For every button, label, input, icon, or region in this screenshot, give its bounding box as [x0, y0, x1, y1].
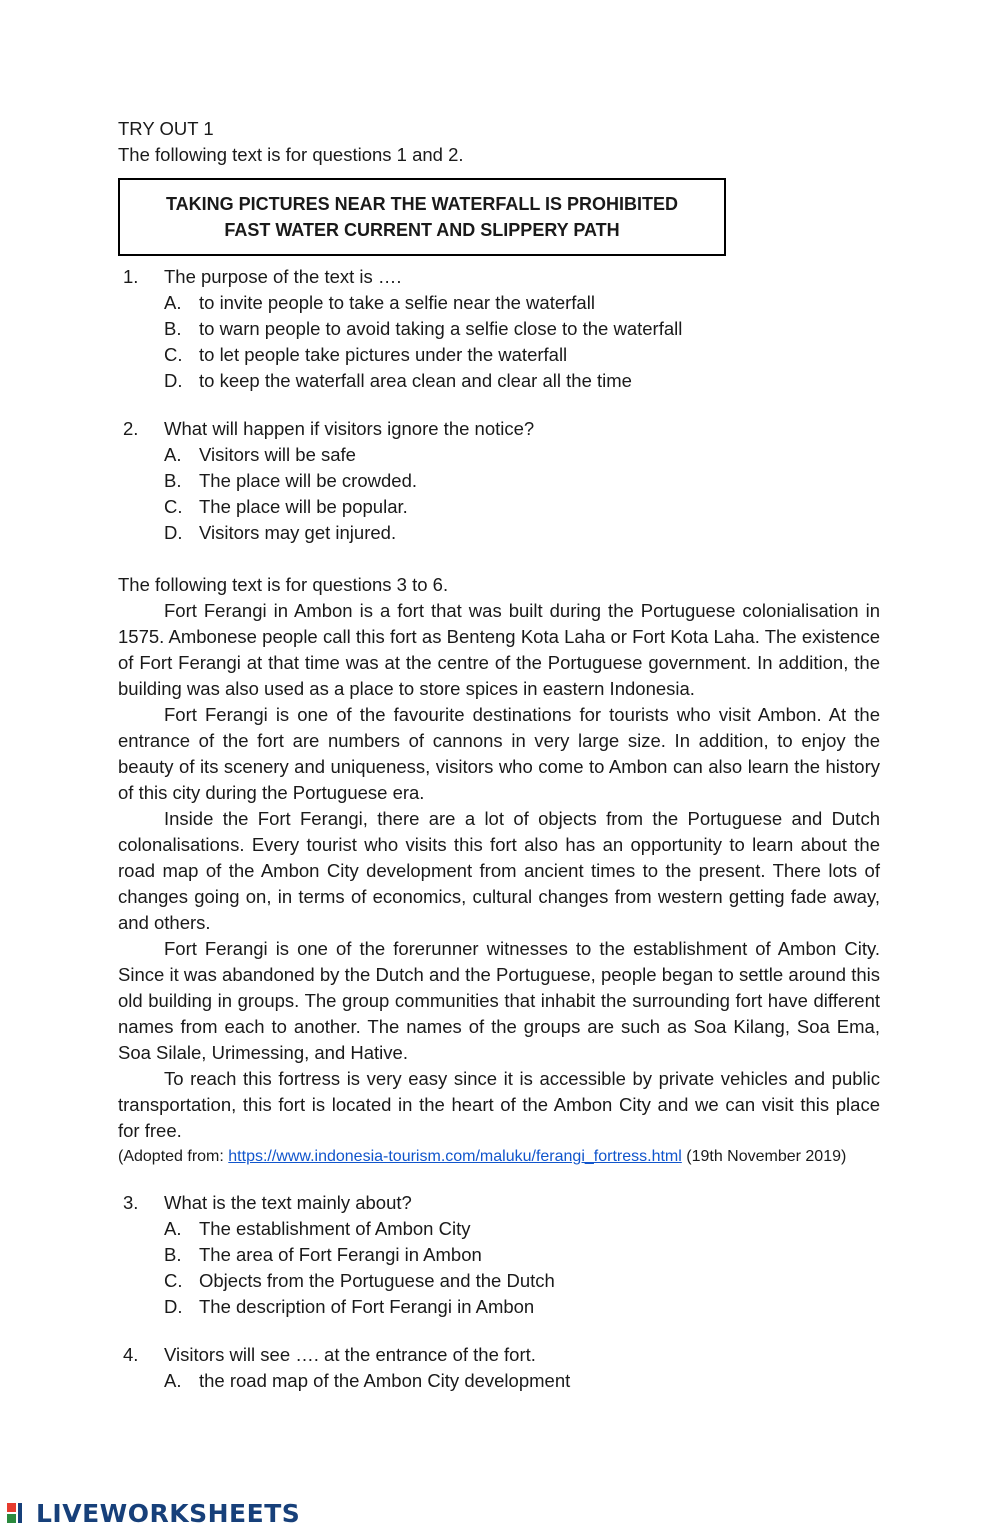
answer-option[interactable] — [164, 290, 880, 316]
question-list-part2 — [118, 1190, 880, 1394]
question-number: 3. — [123, 1192, 139, 1213]
passage-paragraph: Inside the Fort Ferangi, there are a lot of objects from the Portuguese and Dutch colonalisations. Every tourist who visits this fort also has an opportunity to learn about the road map of the Ambon City development from ancient times to the present. There lots of changes going on, in terms of economics, cultural changes from western getting fade away, and others. — [118, 808, 880, 933]
option-text: to keep the waterfall area clean and clear all the time — [199, 370, 632, 391]
option-text: The place will be popular. — [199, 496, 408, 517]
question-stem — [118, 1342, 880, 1368]
passage-paragraphs — [118, 598, 880, 1144]
answer-option[interactable] — [164, 368, 880, 394]
question-text: Visitors will see …. at the entrance of the fort. — [164, 1344, 536, 1365]
option-letter: A. — [164, 1218, 182, 1239]
question-item — [118, 1190, 880, 1320]
option-text: the road map of the Ambon City development — [199, 1370, 571, 1391]
answer-options — [164, 290, 880, 394]
option-text: The establishment of Ambon City — [199, 1218, 471, 1239]
question-text: What will happen if visitors ignore the notice? — [164, 418, 535, 439]
answer-options — [164, 1216, 880, 1320]
passage-paragraph: Fort Ferangi is one of the favourite destinations for tourists who visit Ambon. At the entrance of the fort are numbers of cannons in very large size. In addition, to enjoy the beauty of its scenery and uniqueness, visitors who come to Ambon can also learn the history of this city during the Portuguese era. — [118, 704, 880, 803]
question-item — [118, 416, 880, 546]
option-letter: C. — [164, 344, 183, 365]
answer-option[interactable] — [164, 1216, 880, 1242]
option-text: Visitors will be safe — [199, 444, 356, 465]
answer-option[interactable] — [164, 316, 880, 342]
source-citation — [118, 1146, 880, 1168]
answer-options — [164, 1368, 880, 1394]
question-item — [118, 1342, 880, 1394]
section-intro-q3-6: The following text is for questions 3 to 6. — [118, 574, 449, 595]
question-stem — [118, 416, 880, 442]
answer-option[interactable] — [164, 342, 880, 368]
option-text: to warn people to avoid taking a selfie close to the waterfall — [199, 318, 683, 339]
answer-option[interactable] — [164, 442, 880, 468]
page-title: TRY OUT 1 — [118, 118, 214, 139]
option-text: The place will be crowded. — [199, 470, 417, 491]
answer-option[interactable] — [164, 468, 880, 494]
answer-option[interactable] — [164, 1368, 880, 1394]
option-text: Visitors may get injured. — [199, 522, 397, 543]
liveworksheets-logo-icon — [6, 1500, 34, 1526]
question-stem — [118, 264, 880, 290]
option-text: Objects from the Portuguese and the Dutch — [199, 1270, 555, 1291]
passage-paragraph: Fort Ferangi is one of the forerunner witnesses to the establishment of Ambon City. Since it was abandoned by the Dutch and the Portuguese, people began to settle around this old building in groups. The group communities that inhabit the surrounding fort have different names from each to another. The names of the groups are such as Soa Kilang, Soa Ema, Soa Silale, Urimessing, and Hative. — [118, 938, 880, 1063]
question-list-part1 — [118, 264, 880, 546]
question-text: The purpose of the text is …. — [164, 266, 402, 287]
passage-paragraph: Fort Ferangi in Ambon is a fort that was built during the Portuguese colonialisation in 1575. Ambonese people call this fort as Benteng Kota Laha or Fort Kota Laha. The existence of Fort Ferangi at that time was at the centre of the Portuguese government. In addition, the building was also used as a place to store spices in eastern Indonesia. — [118, 600, 880, 699]
option-letter: D. — [164, 370, 183, 391]
option-letter: B. — [164, 470, 182, 491]
notice-line-1: TAKING PICTURES NEAR THE WATERFALL IS PROHIBITED — [165, 194, 678, 214]
liveworksheets-logo[interactable] — [6, 1496, 300, 1530]
option-text: The area of Fort Ferangi in Ambon — [199, 1244, 482, 1265]
option-letter: B. — [164, 318, 182, 339]
answer-option[interactable] — [164, 520, 880, 546]
notice-line-2: FAST WATER CURRENT AND SLIPPERY PATH — [224, 220, 620, 240]
option-letter: C. — [164, 1270, 183, 1291]
section-intro-q1-2: The following text is for questions 1 and 2. — [118, 144, 464, 165]
answer-options — [164, 442, 880, 546]
option-letter: A. — [164, 1370, 182, 1391]
logo-text: LIVEWORKSHEETS — [36, 1498, 301, 1528]
option-letter: D. — [164, 522, 183, 543]
passage-paragraph: To reach this fortress is very easy since it is accessible by private vehicles and public transportation, this fort is located in the heart of the Ambon City and we can visit this place for free. — [118, 1068, 880, 1141]
option-text: to let people take pictures under the waterfall — [199, 344, 568, 365]
option-text: The description of Fort Ferangi in Ambon — [199, 1296, 535, 1317]
option-letter: A. — [164, 444, 182, 465]
source-suffix: (19th November 2019) — [681, 1148, 847, 1165]
option-letter: B. — [164, 1244, 182, 1265]
source-link[interactable]: https://www.indonesia-tourism.com/maluku/ferangi_fortress.html — [228, 1148, 682, 1165]
answer-option[interactable] — [164, 1268, 880, 1294]
answer-option[interactable] — [164, 1294, 880, 1320]
option-letter: A. — [164, 292, 182, 313]
question-number: 4. — [123, 1344, 139, 1365]
source-prefix: (Adopted from: — [118, 1148, 229, 1165]
question-text: What is the text mainly about? — [164, 1192, 412, 1213]
answer-option[interactable] — [164, 1242, 880, 1268]
worksheet-page — [118, 116, 880, 1394]
option-letter: D. — [164, 1296, 183, 1317]
notice-box — [118, 178, 726, 256]
question-number: 2. — [123, 418, 139, 439]
question-item — [118, 264, 880, 394]
option-letter: C. — [164, 496, 183, 517]
answer-option[interactable] — [164, 494, 880, 520]
option-text: to invite people to take a selfie near the waterfall — [199, 292, 595, 313]
question-stem — [118, 1190, 880, 1216]
reading-passage — [118, 572, 880, 1168]
question-number: 1. — [123, 266, 139, 287]
